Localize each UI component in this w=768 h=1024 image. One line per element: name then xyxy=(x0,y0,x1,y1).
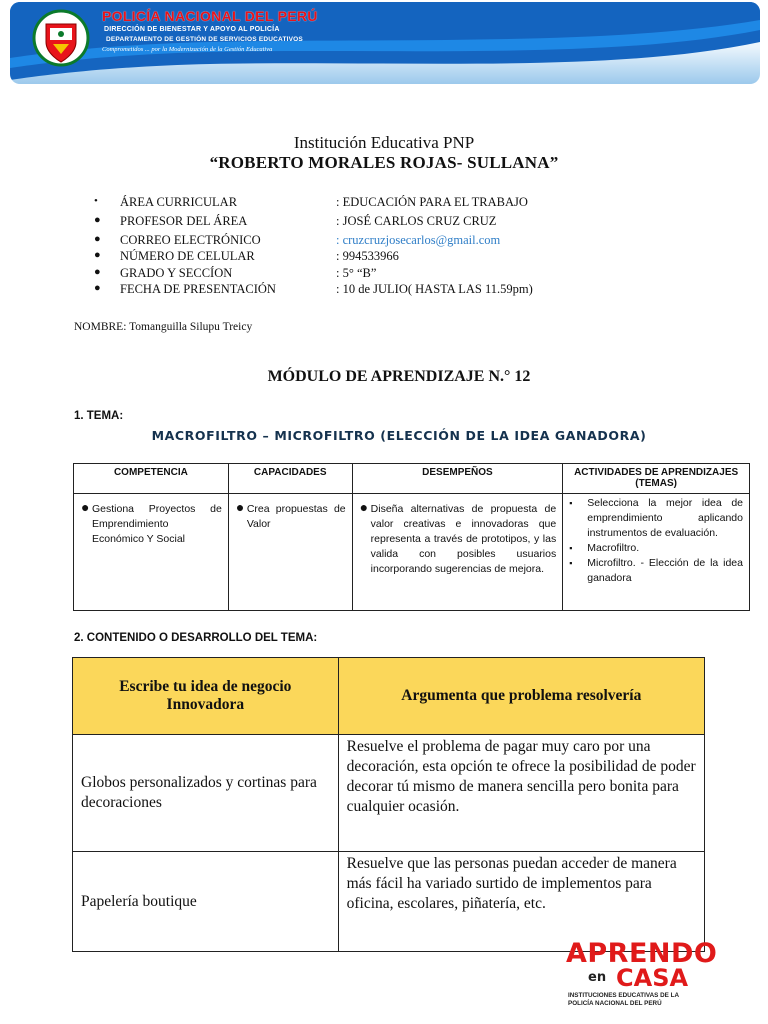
email-link[interactable]: : cruzcruzjosecarlos@gmail.com xyxy=(336,233,501,247)
info-value: : 10 de JULIO( HASTA LAS 11.59pm) xyxy=(336,282,533,296)
bullet-icon: ● xyxy=(94,282,101,294)
column-header: DESEMPEÑOS xyxy=(352,464,563,494)
actividad-text: Selecciona la mejor idea de emprendimiento aplicando instrumentos de evaluación. xyxy=(587,497,743,539)
module-title: MÓDULO DE APRENDIZAJE N.° 12 xyxy=(267,368,531,385)
argument-cell: Resuelve el problema de pagar muy caro por una decoración, esta opción te ofrece la posibilidad de poder decorar tú mismo de manera sencilla pero bonita para cualquier ocasión. xyxy=(338,735,704,852)
banner-subtitle-department: DEPARTAMENTO DE GESTIÓN DE SERVICIOS EDUCATIVOS xyxy=(106,36,303,43)
desempenos-text: Diseña alternativas de propuesta de valor creativas e innovadoras que representa a través de prototipos, y las valida con posibles usuarios incorporando sugerencias de mejora. xyxy=(370,503,557,575)
bullet-icon: ● xyxy=(94,214,101,226)
table-header-row xyxy=(73,658,705,735)
student-name: NOMBRE: Tomanguilla Silupu Treicy xyxy=(74,321,253,333)
aprendo-en-casa-logo xyxy=(566,938,718,1008)
table-header-row xyxy=(74,464,750,494)
info-label: GRADO Y SECCÍON xyxy=(120,266,233,280)
info-label: NÚMERO DE CELULAR xyxy=(120,249,255,263)
police-crest-icon xyxy=(32,8,90,68)
info-label: ÁREA CURRICULAR xyxy=(120,195,238,209)
info-label: FECHA DE PRESENTACIÓN xyxy=(120,282,276,296)
banner-subtitle-direction: DIRECCIÓN DE BIENESTAR Y APOYO AL POLICÍA xyxy=(104,26,280,33)
competencia-cell xyxy=(74,494,229,611)
school-name: “ROBERTO MORALES ROJAS- SULLANA” xyxy=(209,153,559,172)
column-header-argument: Argumenta que problema resolvería xyxy=(338,658,704,735)
desempenos-cell xyxy=(352,494,563,611)
table-row xyxy=(73,735,705,852)
actividad-text: Microfiltro. - Elección de la idea ganadora xyxy=(587,557,743,584)
info-label: CORREO ELECTRÓNICO xyxy=(120,233,261,247)
section-heading-content: 2. CONTENIDO O DESARROLLO DEL TEMA: xyxy=(74,632,318,644)
idea-cell: Globos personalizados y cortinas para decoraciones xyxy=(73,735,339,852)
info-value: : JOSÉ CARLOS CRUZ CRUZ xyxy=(336,214,497,228)
bullet-icon: ● xyxy=(94,233,101,245)
logo-word-en: en xyxy=(588,970,607,985)
column-header-idea: Escribe tu idea de negocio Innovadora xyxy=(73,658,339,735)
actividades-list xyxy=(567,496,743,586)
logo-subtitle: INSTITUCIONES EDUCATIVAS DE LA xyxy=(568,992,680,999)
logo-word-casa: CASA xyxy=(616,964,689,992)
bullet-icon: ▪ xyxy=(569,543,573,553)
column-header: COMPETENCIA xyxy=(74,464,229,494)
info-value: : EDUCACIÓN PARA EL TRABAJO xyxy=(336,195,528,209)
banner-motto: Comprometidos ... por la Modernización de la Gestión Educativa xyxy=(102,46,273,53)
capacidades-text: Crea propuestas de Valor xyxy=(246,503,346,530)
header-banner xyxy=(10,2,760,84)
competencia-text: Gestiona Proyectos de Emprendimiento Económico Y Social xyxy=(92,503,222,545)
banner-title: POLICÍA NACIONAL DEL PERÚ xyxy=(102,8,318,24)
bullet-icon: ● xyxy=(94,266,101,278)
bullet-icon: • xyxy=(94,195,98,207)
competency-table xyxy=(73,463,750,611)
actividad-text: Macrofiltro. xyxy=(587,542,640,554)
table-row xyxy=(73,852,705,952)
logo-word-aprendo: APRENDO xyxy=(566,938,718,969)
bullet-icon: ● xyxy=(359,499,369,515)
bullet-icon: ▪ xyxy=(569,558,573,568)
column-header: ACTIVIDADES DE APRENDIZAJES (TEMAS) xyxy=(563,464,750,494)
institution-name: Institución Educativa PNP xyxy=(293,133,475,152)
list-item xyxy=(567,496,743,541)
idea-cell: Papelería boutique xyxy=(73,852,339,952)
logo-subtitle: POLICÍA NACIONAL DEL PERÚ xyxy=(568,1000,662,1007)
bullet-icon: ▪ xyxy=(569,498,573,508)
table-row xyxy=(74,494,750,611)
business-idea-table xyxy=(72,657,705,952)
section-heading-topic: 1. TEMA: xyxy=(74,410,124,422)
topic-title: MACROFILTRO – MICROFILTRO (ELECCIÓN DE LA IDEA GANADORA) xyxy=(151,428,647,443)
list-item xyxy=(567,541,743,556)
bullet-icon: ● xyxy=(94,249,101,261)
capacidades-cell xyxy=(228,494,352,611)
argument-cell: Resuelve que las personas puedan acceder de manera más fácil ha variado surtido de implementos para oficina, escolares, piñatería, etc. xyxy=(338,852,704,952)
actividades-cell xyxy=(563,494,750,611)
bullet-icon: ● xyxy=(81,499,90,515)
info-value: : 5° “B” xyxy=(336,266,377,280)
info-label: PROFESOR DEL ÁREA xyxy=(120,214,248,228)
list-item xyxy=(567,556,743,586)
column-header: CAPACIDADES xyxy=(228,464,352,494)
info-value: : 994533966 xyxy=(336,249,399,263)
bullet-icon: ● xyxy=(235,499,245,515)
